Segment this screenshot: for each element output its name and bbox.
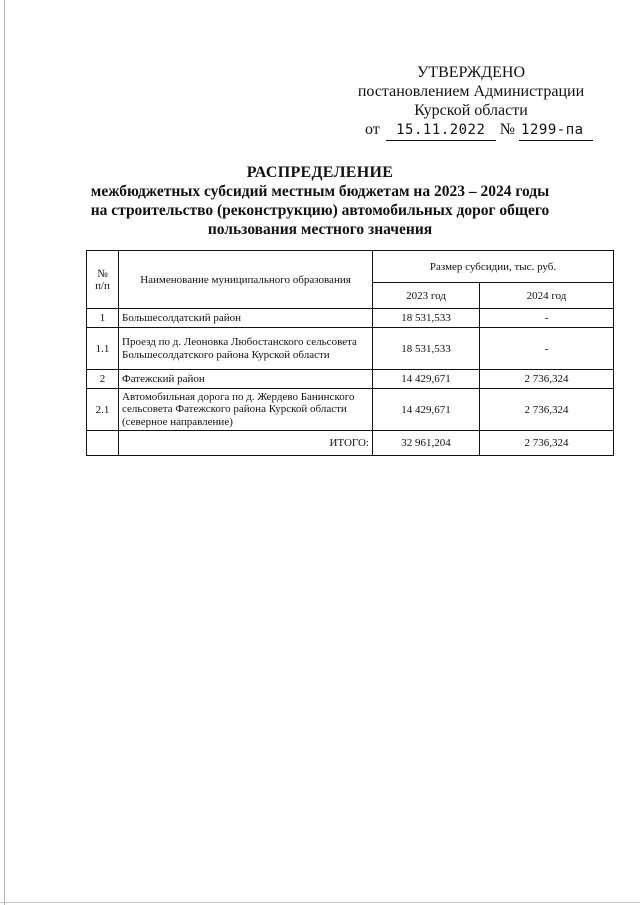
row-name: Автомобильная дорога по д. Жердево Банинского сельсовета Фатежского района Курской области (северное направление) bbox=[119, 389, 373, 431]
row-number: 2 bbox=[87, 370, 119, 389]
row-amount-2023: 18 531,533 bbox=[373, 309, 480, 328]
header-amount-group: Размер субсидии, тыс. руб. bbox=[373, 251, 614, 283]
title-line-4: пользования местного значения bbox=[207, 221, 433, 238]
row-amount-2024: 2 736,324 bbox=[480, 389, 614, 431]
header-year-2024: 2024 год bbox=[480, 283, 614, 309]
table-row bbox=[87, 309, 614, 328]
header-name: Наименование муниципального образования bbox=[119, 251, 373, 309]
row-number: 1.1 bbox=[87, 328, 119, 370]
table-header-row bbox=[87, 251, 614, 283]
row-amount-2024: - bbox=[480, 328, 614, 370]
header-year-2023: 2023 год bbox=[373, 283, 480, 309]
approval-region-line: Курской области bbox=[414, 102, 528, 119]
row-name: Большесолдатский район bbox=[119, 309, 373, 328]
row-amount-2023: 18 531,533 bbox=[373, 328, 480, 370]
approval-date-number-line bbox=[355, 120, 587, 141]
row-name: Фатежский район bbox=[119, 370, 373, 389]
row-name: Проезд по д. Леоновка Любостанского сельсовета Большесолдатского района Курской области bbox=[119, 328, 373, 370]
date-prefix: от bbox=[365, 121, 380, 138]
table-row bbox=[87, 370, 614, 389]
subsidy-table bbox=[86, 250, 614, 456]
scan-bottom-line bbox=[0, 902, 640, 903]
table-total-row bbox=[87, 431, 614, 456]
row-number: 2.1 bbox=[87, 389, 119, 431]
document-title bbox=[0, 163, 640, 239]
title-line-3: на строительство (реконструкцию) автомобильных дорог общего bbox=[90, 202, 550, 219]
table-row bbox=[87, 328, 614, 370]
table-row bbox=[87, 389, 614, 431]
header-number bbox=[87, 251, 119, 309]
total-empty-cell bbox=[87, 431, 119, 456]
approval-heading: УТВЕРЖДЕНО bbox=[416, 64, 525, 81]
header-number-symbol: № bbox=[97, 267, 108, 280]
total-amount-2024: 2 736,324 bbox=[480, 431, 614, 456]
number-prefix: № bbox=[499, 121, 516, 138]
row-amount-2024: 2 736,324 bbox=[480, 370, 614, 389]
row-amount-2024: - bbox=[480, 309, 614, 328]
approval-stamp-block bbox=[355, 63, 587, 141]
row-number: 1 bbox=[87, 309, 119, 328]
scan-edge-line bbox=[4, 0, 5, 905]
approval-date: 15.11.2022 bbox=[386, 121, 496, 141]
total-label: ИТОГО: bbox=[119, 431, 373, 456]
row-amount-2023: 14 429,671 bbox=[373, 389, 480, 431]
approval-number: 1299-па bbox=[519, 121, 593, 141]
title-line-2: межбюджетных субсидий местным бюджетам на 2023 – 2024 годы bbox=[90, 183, 550, 200]
header-number-pp: п/п bbox=[95, 279, 110, 292]
title-line-1: РАСПРЕДЕЛЕНИЕ bbox=[246, 164, 394, 181]
total-amount-2023: 32 961,204 bbox=[373, 431, 480, 456]
row-amount-2023: 14 429,671 bbox=[373, 370, 480, 389]
approval-resolution-line: постановлением Администрации bbox=[357, 83, 585, 100]
